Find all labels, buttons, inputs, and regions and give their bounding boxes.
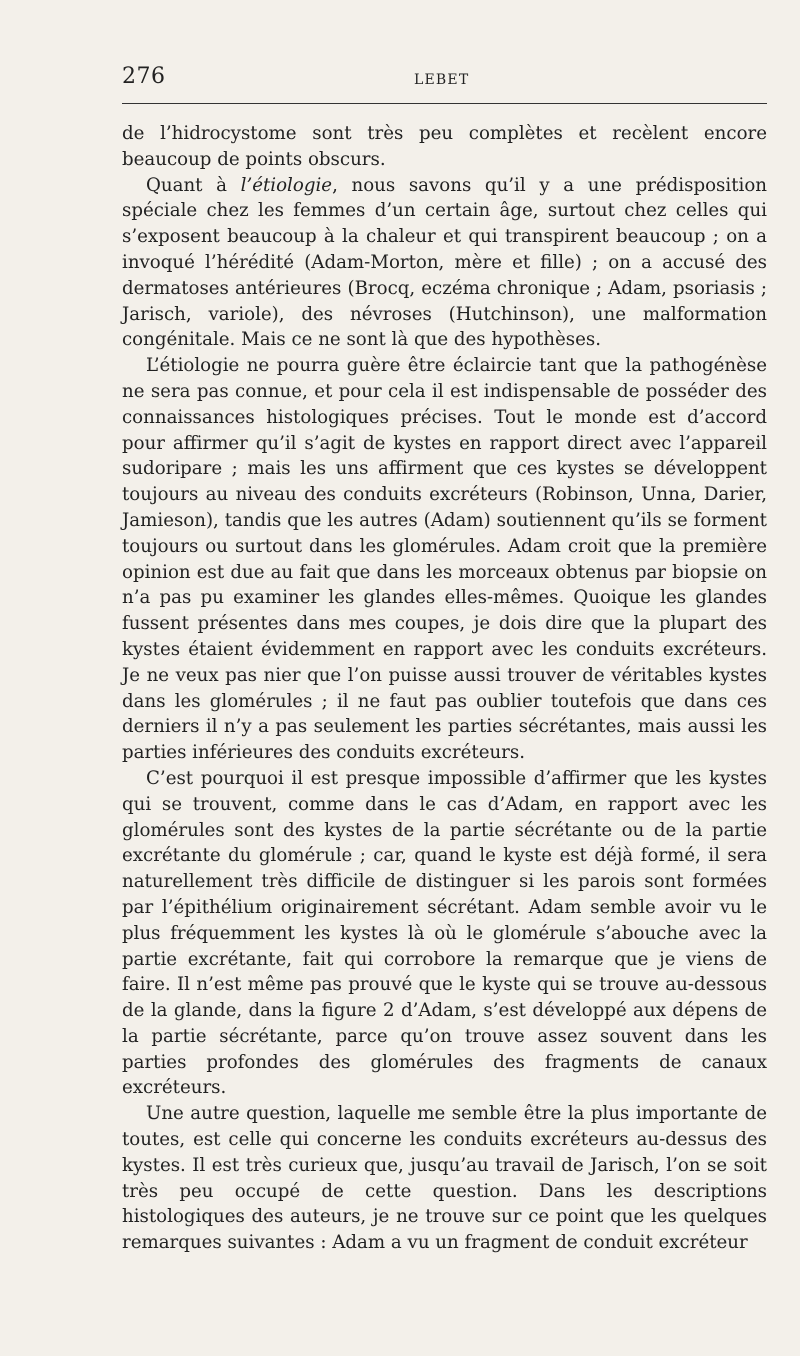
paragraph-2-before: Quant à [146, 174, 241, 196]
running-head: LEBET [414, 72, 470, 88]
paragraph-1: de l’hidrocystome sont très peu complètes et recèlent encore beaucoup de points obscurs. [122, 123, 767, 170]
paragraph-3: L’étiologie ne pourra guère être éclaircie tant que la pathogénèse ne sera pas connue, et pour cela il est indispensable de posséder des connaissances histologiques précises. Tout le monde est d’accord pour affirmer qu’il s’agit de kystes en rapport direct avec l’appareil sudoripare ; mais les uns affirment que ces kystes se développent toujours au niveau des conduits excréteurs (Robinson, Unna, Darier, Jamieson), tandis que les autres (Adam) soutiennent qu’ils se forment toujours ou surtout dans les glomérules. Adam croit que la première opinion est due au fait que dans les morceaux obtenus par biopsie on n’a pas pu examiner les glandes elles-mêmes. Quoique les glandes fussent présentes dans mes coupes, je dois dire que la plupart des kystes étaient évidemment en rapport avec les conduits excréteurs. Je ne veux pas nier que l’on puisse aussi trouver de véritables kystes dans les glomérules ; il ne faut pas oublier toutefois que dans ces derniers il n’y a pas seulement les parties sécrétantes, mais aussi les parties inférieures des conduits excréteurs. [122, 355, 767, 764]
header-rule [122, 103, 767, 104]
page-number: 276 [122, 64, 166, 89]
page-header [122, 64, 767, 96]
paragraph-2 [122, 173, 767, 354]
etiologie-term: l’étiologie [240, 174, 333, 196]
paragraph-5: Une autre question, laquelle me semble être la plus importante de toutes, est celle qui concerne les conduits excréteurs au-dessus des kystes. Il est très curieux que, jusqu’au travail de Jarisch, l’on se soit très peu occupé de cette question. Dans les descriptions histologiques des auteurs, je ne trouve sur ce point que les quelques remarques suivantes : Adam a vu un fragment de conduit excréteur [122, 1103, 767, 1254]
paragraph-4: C’est pourquoi il est presque impossible d’affirmer que les kystes qui se trouvent, comme dans le cas d’Adam, en rapport avec les glomérules sont des kystes de la partie sécrétante ou de la partie excrétante du glomérule ; car, quand le kyste est déjà formé, il sera naturellement très difficile de distinguer si les parois sont formées par l’épithélium originairement sécrétant. Adam semble avoir vu le plus fréquemment les kystes là où le glomérule s’abouche avec la partie excrétante, fait qui corrobore la remarque que je viens de faire. Il n’est même pas prouvé que le kyste qui se trouve au-dessous de la glande, dans la figure 2 d’Adam, s’est développé aux dépens de la partie sécrétante, parce qu’on trouve assez souvent dans les parties profondes des glomérules des fragments de canaux excréteurs. [122, 767, 767, 1099]
body-text [122, 121, 767, 1256]
paragraph-2-after: , nous savons qu’il y a une prédisposition spéciale chez les femmes d’un certain âge, surtout chez celles qui s’exposent beaucoup à la chaleur et qui transpirent beaucoup ; on a invoqué l’hérédité (Adam-Morton, mère et fille) ; on a accusé des dermatoses antérieures (Brocq, eczéma chronique ; Adam, psoriasis ; Jarisch, variole), des névroses (Hutchinson), une malformation congénitale. Mais ce ne sont là que des hypothèses. [122, 174, 767, 351]
